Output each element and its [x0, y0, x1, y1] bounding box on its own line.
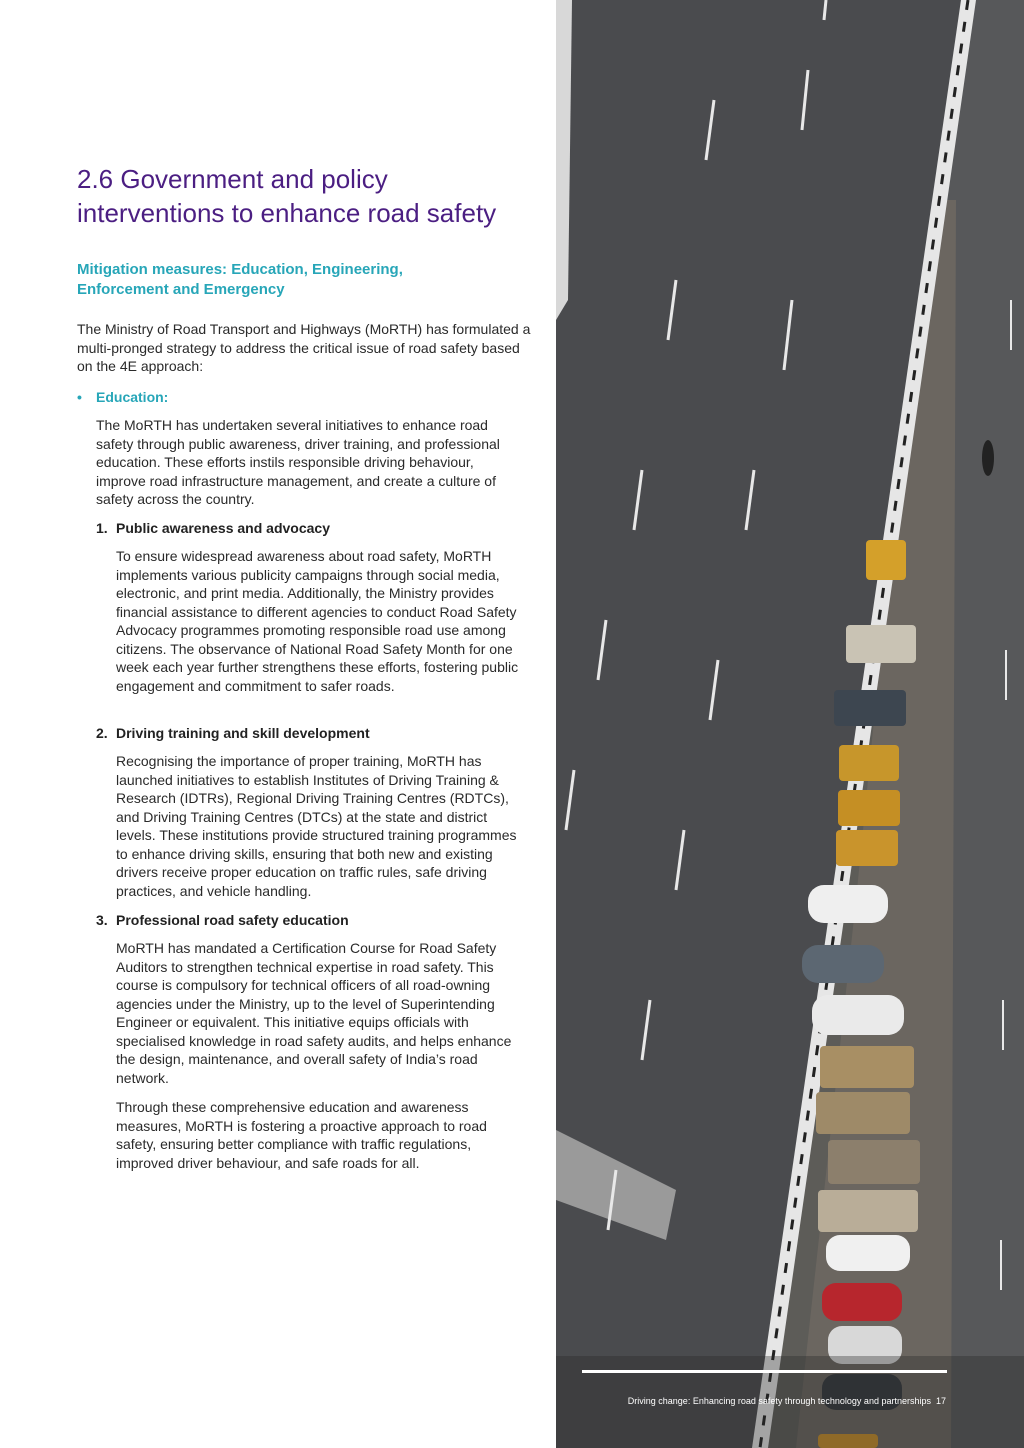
page-footer [586, 1396, 946, 1406]
item-paragraph-2: Recognising the importance of proper training, MoRTH has launched initiatives to establish Institutes of Driving Training & Research (IDTRs), Regional Driving Training Centres (RDTCs), and Driving Training Centres (DTCs) at the state and district levels. These institutions provide structured training programmes to enhance driving skills, ensuring that both new and existing drivers receive proper education on traffic rules, safe driving practices, and vehicle handling. [116, 753, 517, 899]
page-title [77, 162, 547, 230]
page-title-line-2: interventions to enhance road safety [77, 198, 497, 228]
item-number-1: 1. [96, 520, 108, 536]
bullet-marker: • [77, 389, 82, 405]
footer-title: Driving change: Enhancing road safety through technology and partnerships [627, 1396, 931, 1406]
education-paragraph: The MoRTH has undertaken several initiatives to enhance road safety through public awareness, driver training, and professional education. These efforts instils responsible driving behaviour, improve road infrastructure management, and create a culture of safety across the country. [96, 417, 500, 507]
section-subtitle [77, 260, 537, 300]
road-illustration [556, 0, 1024, 1448]
page-title-line-1: 2.6 Government and policy [77, 164, 388, 194]
subtitle-line-2: Enforcement and Emergency [77, 281, 285, 298]
item-number-3: 3. [96, 912, 108, 928]
item-heading-3 [96, 911, 349, 930]
item-heading-1 [96, 519, 330, 538]
page-number: 17 [935, 1396, 946, 1406]
education-heading: Education: [96, 389, 169, 405]
footer-divider [582, 1370, 947, 1373]
item-heading-text-3: Professional road safety education [116, 912, 349, 928]
closing-paragraph: Through these comprehensive education and awareness measures, MoRTH is fostering a proactive approach to road safety, ensuring better compliance with traffic regulations, improved driver behaviour, and safe roads for all. [116, 1099, 487, 1171]
item-heading-2 [96, 724, 370, 743]
item-heading-text-2: Driving training and skill development [116, 725, 370, 741]
aerial-road-photo [556, 0, 1024, 1448]
item-number-2: 2. [96, 725, 108, 741]
intro-paragraph: The Ministry of Road Transport and Highways (MoRTH) has formulated a multi-pronged strategy to address the critical issue of road safety based on the 4E approach: [77, 321, 531, 374]
item-paragraph-1: To ensure widespread awareness about road safety, MoRTH implements various publicity campaigns through social media, electronic, and print media. Additionally, the Ministry provides financial assistance to different agencies to conduct Road Safety Advocacy programmes promoting responsible road use among citizens. The observance of National Road Safety Month for one week each year further strengthens these efforts, fostering public engagement and commitment to safer roads. [116, 548, 519, 694]
item-paragraph-3: MoRTH has mandated a Certification Course for Road Safety Auditors to strengthen technical expertise in road safety. This course is compulsory for technical officers of all road-owning agencies under the Ministry, up to the level of Superintending Engineer or equivalent. This initiative equips officials with specialised knowledge in road safety audits, and helps enhance the design, maintenance, and overall safety of India’s road network. [116, 940, 512, 1086]
education-bullet [77, 388, 168, 407]
subtitle-line-1: Mitigation measures: Education, Engineering, [77, 261, 403, 278]
item-heading-text-1: Public awareness and advocacy [116, 520, 330, 536]
